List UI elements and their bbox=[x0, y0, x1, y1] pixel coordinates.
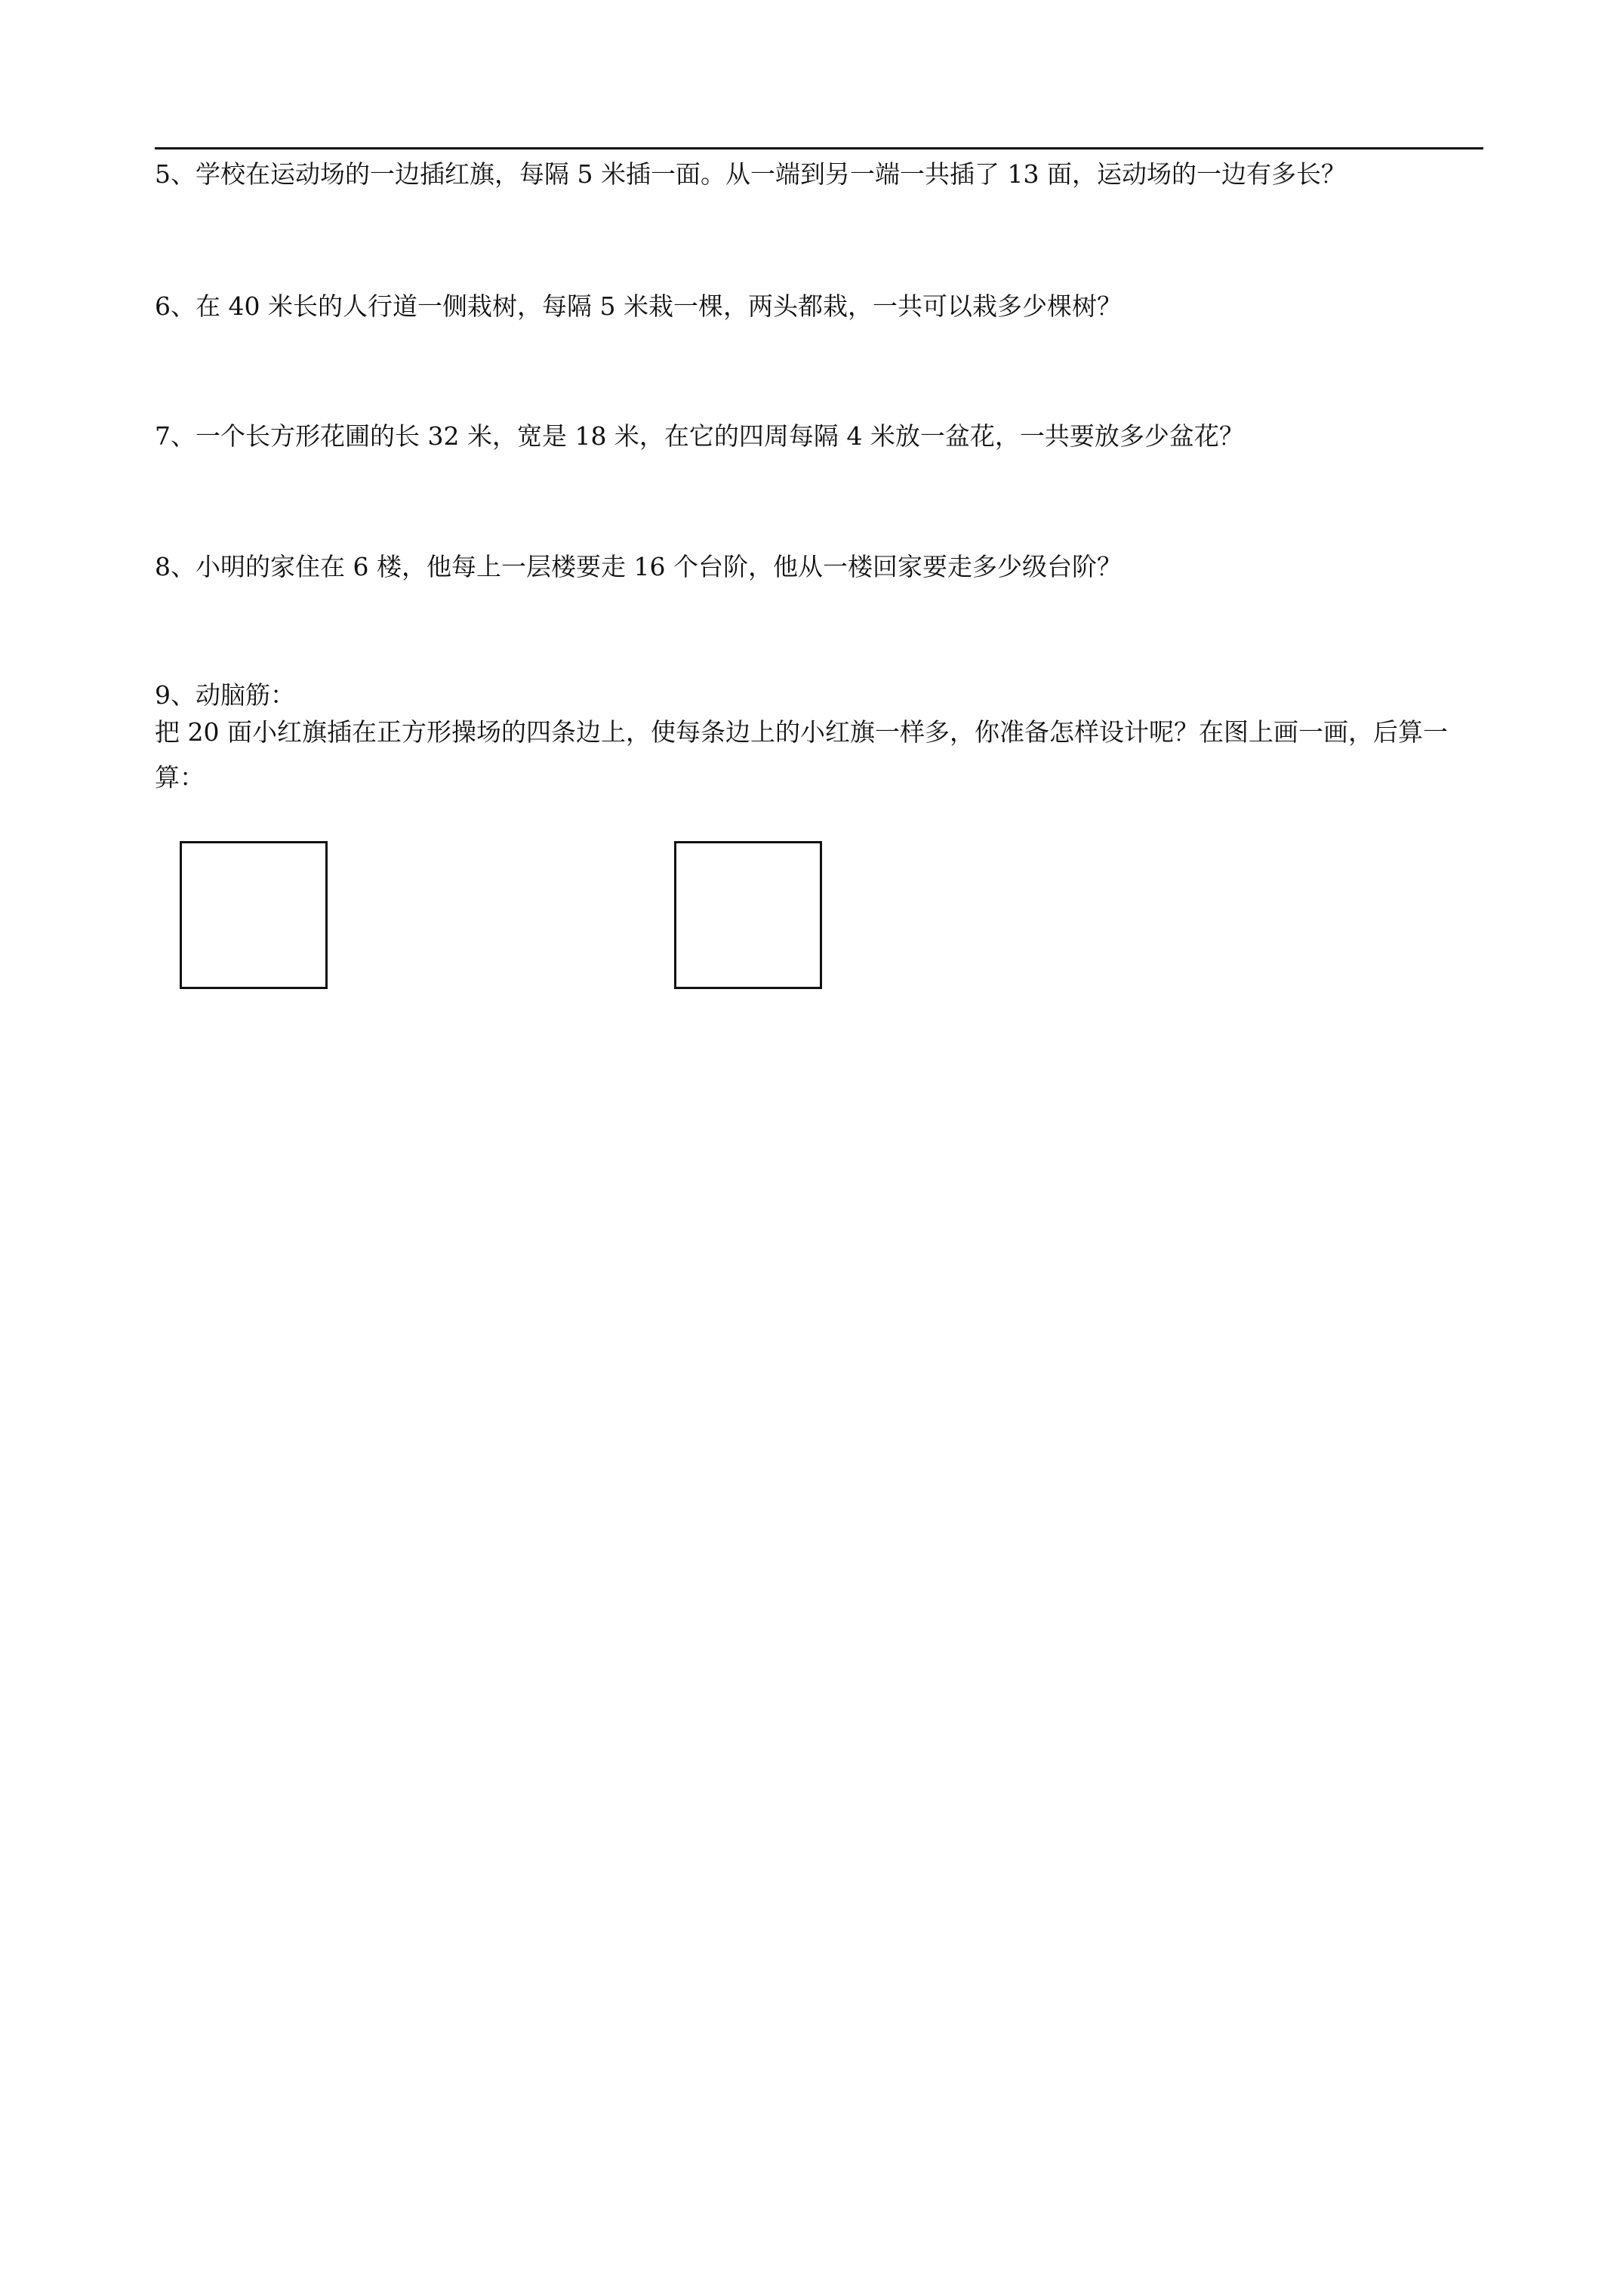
question-5: 5、学校在运动场的一边插红旗，每隔 5 米插一面。从一端到另一端一共插了 13 面，运动场的一边有多长？ bbox=[155, 159, 1346, 189]
question-9-body: 把 20 面小红旗插在正方形操场的四条边上，使每条边上的小红旗一样多，你准备怎样设计呢？在图上画一画，后算一算： bbox=[155, 717, 1448, 792]
question-8: 8、小明的家住在 6 楼，他每上一层楼要走 16 个台阶，他从一楼回家要走多少级台阶？ bbox=[155, 552, 1122, 581]
question-6: 6、在 40 米长的人行道一侧栽树，每隔 5 米栽一棵，两头都栽，一共可以栽多少棵树？ bbox=[155, 291, 1122, 321]
header-rule bbox=[155, 147, 1483, 149]
question-9-title: 9、动脑筋： bbox=[155, 680, 295, 710]
square-drawing-box-1 bbox=[180, 841, 328, 989]
square-drawing-box-2 bbox=[674, 841, 822, 989]
question-7: 7、一个长方形花圃的长 32 米，宽是 18 米，在它的四周每隔 4 米放一盆花，一共要放多少盆花？ bbox=[155, 421, 1244, 451]
